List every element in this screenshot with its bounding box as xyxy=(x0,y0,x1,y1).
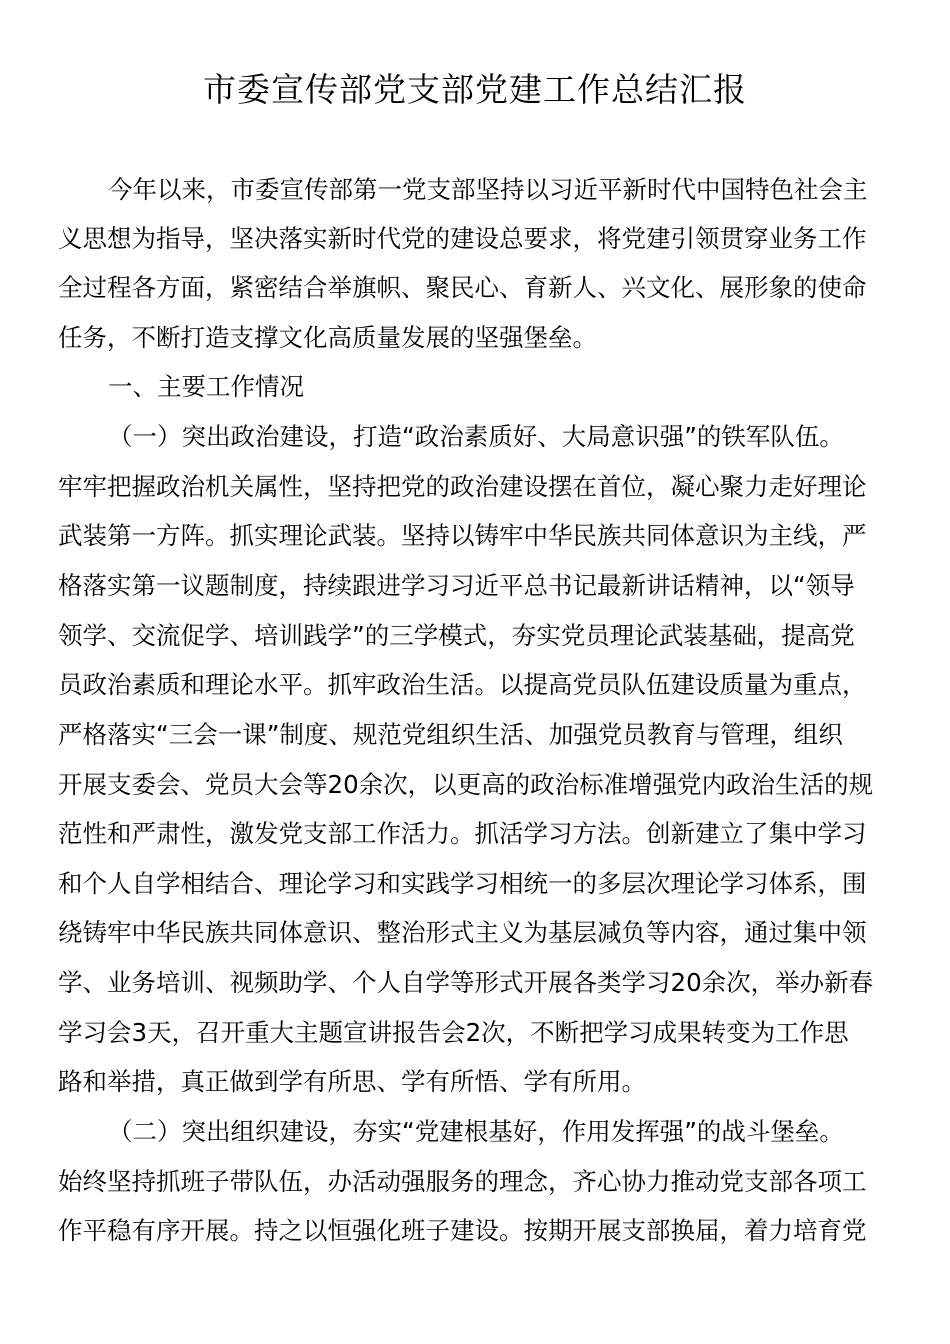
subsection-heading: （二）突出组织建设，夯实“党建根基好，作用发挥强”的战斗堡垒。 xyxy=(108,1117,844,1146)
body-line: 义思想为指导，坚决落实新时代党的建设总要求，将党建引领贯穿业务工作 xyxy=(58,224,867,253)
body-line: 严格落实“三会一课”制度、规范党组织生活、加强党员教育与管理，组织 xyxy=(58,720,843,749)
body-line: 全过程各方面，紧密结合举旗帜、聚民心、育新人、兴文化、展形象的使命 xyxy=(58,273,867,302)
body-line: 学、业务培训、视频助学、个人自学等形式开展各类学习20余次，举办新春 xyxy=(58,968,874,997)
body-line: 绕铸牢中华民族共同体意识、整治形式主义为基层减负等内容，通过集中领 xyxy=(58,918,867,947)
body-line: 员政治素质和理论水平。抓牢政治生活。以提高党员队伍建设质量为重点， xyxy=(58,670,867,699)
body-line: 任务，不断打造支撑文化高质量发展的坚强堡垒。 xyxy=(58,323,597,352)
body-line: 路和举措，真正做到学有所思、学有所悟、学有所用。 xyxy=(58,1067,646,1096)
subsection-heading: （一）突出政治建设，打造“政治素质好、大局意识强”的铁军队伍。 xyxy=(108,422,844,451)
body-line: 学习会3天，召开重大主题宣讲报告会2次，不断把学习成果转变为工作思 xyxy=(58,1018,849,1047)
body-line: 格落实第一议题制度，持续跟进学习习近平总书记最新讲话精神，以“领导 xyxy=(58,571,855,600)
body-line: 和个人自学相结合、理论学习和实践学习相统一的多层次理论学习体系，围 xyxy=(58,869,867,898)
document-title: 市委宣传部党支部党建工作总结汇报 xyxy=(203,70,747,109)
body-line: 今年以来，市委宣传部第一党支部坚持以习近平新时代中国特色社会主 xyxy=(108,175,868,204)
body-line: 作平稳有序开展。持之以恒强化班子建设。按期开展支部换届，着力培育党 xyxy=(58,1216,867,1245)
body-line: 范性和严肃性，激发党支部工作活力。抓活学习方法。创新建立了集中学习 xyxy=(58,819,867,848)
body-line: 始终坚持抓班子带队伍，办活动强服务的理念，齐心协力推动党支部各项工 xyxy=(58,1167,867,1196)
body-line: 开展支委会、党员大会等20余次，以更高的政治标准增强党内政治生活的规 xyxy=(58,770,874,799)
body-line: 领学、交流促学、培训践学”的三学模式，夯实党员理论武装基础，提高党 xyxy=(58,621,855,650)
section-heading: 一、主要工作情况 xyxy=(108,372,304,401)
body-line: 牢牢把握政治机关属性，坚持把党的政治建设摆在首位，凝心聚力走好理论 xyxy=(58,472,867,501)
body-line: 武装第一方阵。抓实理论武装。坚持以铸牢中华民族共同体意识为主线，严 xyxy=(58,521,867,550)
